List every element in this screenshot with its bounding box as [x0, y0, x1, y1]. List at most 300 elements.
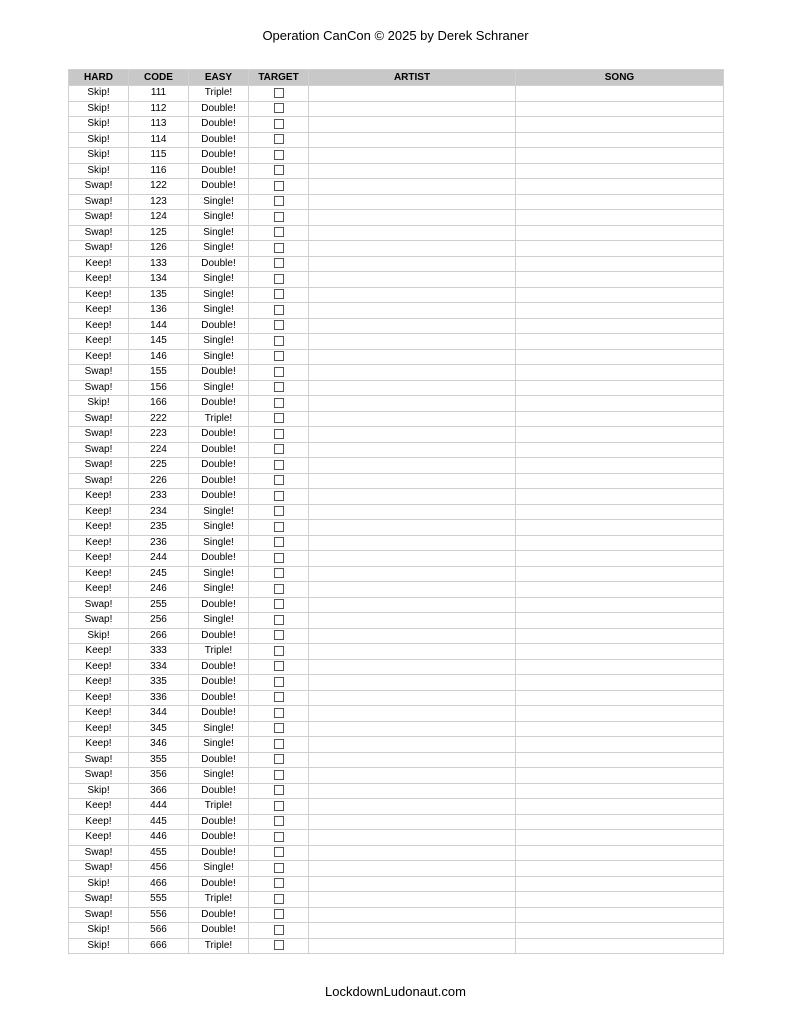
cell-hard: Keep! — [69, 272, 129, 288]
cell-artist[interactable] — [309, 861, 516, 877]
target-checkbox[interactable] — [274, 351, 284, 361]
cell-code: 555 — [129, 892, 189, 908]
target-checkbox[interactable] — [274, 444, 284, 454]
target-checkbox[interactable] — [274, 429, 284, 439]
cell-target — [249, 814, 309, 830]
cell-artist[interactable] — [309, 303, 516, 319]
cell-hard: Skip! — [69, 938, 129, 954]
cell-song[interactable] — [516, 241, 724, 257]
target-checkbox[interactable] — [274, 103, 284, 113]
cell-hard: Skip! — [69, 86, 129, 102]
cell-hard: Skip! — [69, 783, 129, 799]
cell-code: 233 — [129, 489, 189, 505]
cell-song[interactable] — [516, 845, 724, 861]
cell-code: 666 — [129, 938, 189, 954]
cell-artist[interactable] — [309, 489, 516, 505]
cell-song[interactable] — [516, 396, 724, 412]
cell-code: 144 — [129, 318, 189, 334]
cell-hard: Skip! — [69, 101, 129, 117]
cell-artist[interactable] — [309, 504, 516, 520]
table-row — [69, 628, 724, 644]
target-checkbox[interactable] — [274, 506, 284, 516]
target-checkbox[interactable] — [274, 398, 284, 408]
cell-easy: Double! — [189, 101, 249, 117]
cell-artist[interactable] — [309, 628, 516, 644]
cell-artist[interactable] — [309, 690, 516, 706]
cell-easy: Double! — [189, 706, 249, 722]
target-checkbox[interactable] — [274, 878, 284, 888]
cell-hard: Swap! — [69, 241, 129, 257]
target-checkbox[interactable] — [274, 196, 284, 206]
cell-target — [249, 613, 309, 629]
target-checkbox[interactable] — [274, 475, 284, 485]
cell-code: 345 — [129, 721, 189, 737]
table-row — [69, 179, 724, 195]
cell-artist[interactable] — [309, 520, 516, 536]
cell-song[interactable] — [516, 458, 724, 474]
table-row — [69, 334, 724, 350]
cell-hard: Skip! — [69, 163, 129, 179]
table-row — [69, 411, 724, 427]
cell-song[interactable] — [516, 272, 724, 288]
cell-song[interactable] — [516, 210, 724, 226]
cell-artist[interactable] — [309, 551, 516, 567]
cell-artist[interactable] — [309, 659, 516, 675]
cell-song[interactable] — [516, 504, 724, 520]
cell-artist[interactable] — [309, 752, 516, 768]
cell-hard: Skip! — [69, 396, 129, 412]
cell-artist[interactable] — [309, 644, 516, 660]
cell-song[interactable] — [516, 706, 724, 722]
cell-song[interactable] — [516, 659, 724, 675]
cell-artist[interactable] — [309, 86, 516, 102]
cell-target — [249, 210, 309, 226]
cell-song[interactable] — [516, 644, 724, 660]
cell-target — [249, 752, 309, 768]
cell-easy: Single! — [189, 768, 249, 784]
target-checkbox[interactable] — [274, 630, 284, 640]
cell-target — [249, 117, 309, 133]
cell-song[interactable] — [516, 489, 724, 505]
cell-song[interactable] — [516, 427, 724, 443]
cell-artist[interactable] — [309, 923, 516, 939]
cell-song[interactable] — [516, 923, 724, 939]
cell-song[interactable] — [516, 303, 724, 319]
table-row — [69, 117, 724, 133]
cell-artist[interactable] — [309, 318, 516, 334]
cell-song[interactable] — [516, 628, 724, 644]
cell-hard: Keep! — [69, 799, 129, 815]
target-checkbox[interactable] — [274, 692, 284, 702]
cell-easy: Single! — [189, 194, 249, 210]
cell-artist[interactable] — [309, 256, 516, 272]
cell-artist[interactable] — [309, 458, 516, 474]
target-checkbox[interactable] — [274, 646, 284, 656]
table-row — [69, 721, 724, 737]
cell-easy: Triple! — [189, 86, 249, 102]
cell-song[interactable] — [516, 737, 724, 753]
cell-artist[interactable] — [309, 675, 516, 691]
cell-artist[interactable] — [309, 380, 516, 396]
cell-song[interactable] — [516, 442, 724, 458]
target-checkbox[interactable] — [274, 615, 284, 625]
cell-hard: Swap! — [69, 458, 129, 474]
table-row — [69, 272, 724, 288]
cell-song[interactable] — [516, 318, 724, 334]
cell-artist[interactable] — [309, 396, 516, 412]
cell-easy: Double! — [189, 830, 249, 846]
target-checkbox[interactable] — [274, 847, 284, 857]
target-checkbox[interactable] — [274, 708, 284, 718]
cell-song[interactable] — [516, 101, 724, 117]
cell-easy: Double! — [189, 814, 249, 830]
cell-code: 222 — [129, 411, 189, 427]
cell-easy: Double! — [189, 783, 249, 799]
cell-code: 224 — [129, 442, 189, 458]
target-checkbox[interactable] — [274, 599, 284, 609]
cell-artist[interactable] — [309, 768, 516, 784]
target-checkbox[interactable] — [274, 274, 284, 284]
cell-code: 166 — [129, 396, 189, 412]
table-row — [69, 303, 724, 319]
cell-song[interactable] — [516, 551, 724, 567]
cell-code: 122 — [129, 179, 189, 195]
column-header-song: SONG — [516, 70, 724, 86]
target-checkbox[interactable] — [274, 336, 284, 346]
cell-song[interactable] — [516, 938, 724, 954]
target-checkbox[interactable] — [274, 568, 284, 578]
cell-code: 136 — [129, 303, 189, 319]
cell-code: 346 — [129, 737, 189, 753]
cell-easy: Triple! — [189, 892, 249, 908]
cell-code: 335 — [129, 675, 189, 691]
cell-target — [249, 628, 309, 644]
cell-hard: Swap! — [69, 907, 129, 923]
target-checkbox[interactable] — [274, 212, 284, 222]
cell-hard: Swap! — [69, 473, 129, 489]
cell-artist[interactable] — [309, 907, 516, 923]
cell-artist[interactable] — [309, 783, 516, 799]
cell-song[interactable] — [516, 675, 724, 691]
cell-target — [249, 907, 309, 923]
table-row — [69, 473, 724, 489]
cell-artist[interactable] — [309, 349, 516, 365]
cell-easy: Double! — [189, 132, 249, 148]
cell-artist[interactable] — [309, 737, 516, 753]
target-checkbox[interactable] — [274, 227, 284, 237]
cell-code: 244 — [129, 551, 189, 567]
cell-song[interactable] — [516, 86, 724, 102]
cell-song[interactable] — [516, 117, 724, 133]
target-checkbox[interactable] — [274, 677, 284, 687]
cell-artist[interactable] — [309, 194, 516, 210]
cell-song[interactable] — [516, 876, 724, 892]
cell-target — [249, 225, 309, 241]
cell-target — [249, 520, 309, 536]
cell-code: 333 — [129, 644, 189, 660]
column-header-artist: ARTIST — [309, 70, 516, 86]
target-checkbox[interactable] — [274, 305, 284, 315]
table-row — [69, 148, 724, 164]
cell-artist[interactable] — [309, 210, 516, 226]
cell-easy: Double! — [189, 442, 249, 458]
cell-code: 366 — [129, 783, 189, 799]
cell-code: 355 — [129, 752, 189, 768]
target-checkbox[interactable] — [274, 739, 284, 749]
cell-song[interactable] — [516, 907, 724, 923]
table-row — [69, 907, 724, 923]
cell-song[interactable] — [516, 597, 724, 613]
cell-artist[interactable] — [309, 272, 516, 288]
table-row — [69, 659, 724, 675]
cell-song[interactable] — [516, 783, 724, 799]
cell-artist[interactable] — [309, 938, 516, 954]
cell-easy: Triple! — [189, 938, 249, 954]
target-checkbox[interactable] — [274, 537, 284, 547]
cell-target — [249, 473, 309, 489]
cell-hard: Swap! — [69, 768, 129, 784]
cell-song[interactable] — [516, 334, 724, 350]
target-checkbox[interactable] — [274, 940, 284, 950]
table-row — [69, 737, 724, 753]
target-checkbox[interactable] — [274, 770, 284, 780]
cell-artist[interactable] — [309, 148, 516, 164]
target-checkbox[interactable] — [274, 491, 284, 501]
cell-song[interactable] — [516, 380, 724, 396]
cell-target — [249, 458, 309, 474]
table-row — [69, 365, 724, 381]
cell-code: 466 — [129, 876, 189, 892]
cell-song[interactable] — [516, 411, 724, 427]
target-checkbox[interactable] — [274, 320, 284, 330]
cell-hard: Keep! — [69, 706, 129, 722]
cell-artist[interactable] — [309, 225, 516, 241]
cell-target — [249, 551, 309, 567]
cell-song[interactable] — [516, 892, 724, 908]
target-checkbox[interactable] — [274, 413, 284, 423]
cell-artist[interactable] — [309, 287, 516, 303]
cell-artist[interactable] — [309, 163, 516, 179]
cell-easy: Double! — [189, 148, 249, 164]
target-checkbox[interactable] — [274, 460, 284, 470]
cell-song[interactable] — [516, 830, 724, 846]
cell-easy: Single! — [189, 272, 249, 288]
cell-target — [249, 349, 309, 365]
cell-song[interactable] — [516, 194, 724, 210]
table-row — [69, 427, 724, 443]
target-checkbox[interactable] — [274, 522, 284, 532]
cell-artist[interactable] — [309, 876, 516, 892]
target-checkbox[interactable] — [274, 382, 284, 392]
cell-artist[interactable] — [309, 117, 516, 133]
cell-artist[interactable] — [309, 582, 516, 598]
cell-code: 344 — [129, 706, 189, 722]
cell-easy: Double! — [189, 396, 249, 412]
table-row — [69, 551, 724, 567]
cell-song[interactable] — [516, 287, 724, 303]
cell-code: 111 — [129, 86, 189, 102]
cell-hard: Swap! — [69, 892, 129, 908]
cell-artist[interactable] — [309, 566, 516, 582]
target-checkbox[interactable] — [274, 165, 284, 175]
cell-song[interactable] — [516, 752, 724, 768]
cell-code: 266 — [129, 628, 189, 644]
target-checkbox[interactable] — [274, 119, 284, 129]
target-checkbox[interactable] — [274, 661, 284, 671]
cell-hard: Skip! — [69, 923, 129, 939]
cell-easy: Double! — [189, 489, 249, 505]
cell-artist[interactable] — [309, 830, 516, 846]
cell-song[interactable] — [516, 163, 724, 179]
table-row — [69, 163, 724, 179]
target-checkbox[interactable] — [274, 258, 284, 268]
cell-code: 146 — [129, 349, 189, 365]
cell-song[interactable] — [516, 768, 724, 784]
cell-artist[interactable] — [309, 892, 516, 908]
cell-song[interactable] — [516, 690, 724, 706]
cell-song[interactable] — [516, 814, 724, 830]
cell-code: 356 — [129, 768, 189, 784]
table-row — [69, 845, 724, 861]
target-checkbox[interactable] — [274, 150, 284, 160]
table-row — [69, 675, 724, 691]
cell-easy: Single! — [189, 210, 249, 226]
cell-artist[interactable] — [309, 241, 516, 257]
target-checkbox[interactable] — [274, 832, 284, 842]
target-checkbox[interactable] — [274, 134, 284, 144]
cell-artist[interactable] — [309, 365, 516, 381]
target-checkbox[interactable] — [274, 723, 284, 733]
cell-code: 225 — [129, 458, 189, 474]
target-checkbox[interactable] — [274, 894, 284, 904]
table-row — [69, 768, 724, 784]
cell-artist[interactable] — [309, 721, 516, 737]
cell-artist[interactable] — [309, 597, 516, 613]
cell-song[interactable] — [516, 132, 724, 148]
cell-hard: Keep! — [69, 814, 129, 830]
cell-easy: Double! — [189, 876, 249, 892]
cell-target — [249, 179, 309, 195]
cell-code: 114 — [129, 132, 189, 148]
cell-hard: Swap! — [69, 752, 129, 768]
cell-hard: Keep! — [69, 318, 129, 334]
cell-artist[interactable] — [309, 613, 516, 629]
cell-song[interactable] — [516, 349, 724, 365]
cell-artist[interactable] — [309, 132, 516, 148]
cell-hard: Keep! — [69, 644, 129, 660]
table-header-row — [69, 70, 724, 86]
cell-target — [249, 721, 309, 737]
cell-easy: Double! — [189, 659, 249, 675]
target-checkbox[interactable] — [274, 863, 284, 873]
cell-artist[interactable] — [309, 101, 516, 117]
cell-song[interactable] — [516, 799, 724, 815]
target-checkbox[interactable] — [274, 367, 284, 377]
cell-hard: Swap! — [69, 861, 129, 877]
cell-song[interactable] — [516, 582, 724, 598]
target-checkbox[interactable] — [274, 584, 284, 594]
cell-hard: Swap! — [69, 597, 129, 613]
cell-artist[interactable] — [309, 179, 516, 195]
cell-song[interactable] — [516, 535, 724, 551]
cell-easy: Single! — [189, 504, 249, 520]
cell-artist[interactable] — [309, 845, 516, 861]
cell-code: 445 — [129, 814, 189, 830]
cell-hard: Keep! — [69, 520, 129, 536]
cell-easy: Double! — [189, 458, 249, 474]
cell-song[interactable] — [516, 520, 724, 536]
target-checkbox[interactable] — [274, 243, 284, 253]
cell-easy: Double! — [189, 117, 249, 133]
cell-artist[interactable] — [309, 799, 516, 815]
cell-song[interactable] — [516, 861, 724, 877]
cell-target — [249, 566, 309, 582]
target-checkbox[interactable] — [274, 909, 284, 919]
cell-hard: Swap! — [69, 210, 129, 226]
table-row — [69, 783, 724, 799]
cell-song[interactable] — [516, 148, 724, 164]
target-checkbox[interactable] — [274, 925, 284, 935]
cell-artist[interactable] — [309, 814, 516, 830]
target-checkbox[interactable] — [274, 553, 284, 563]
cell-target — [249, 287, 309, 303]
cell-target — [249, 504, 309, 520]
table-row — [69, 210, 724, 226]
cell-song[interactable] — [516, 365, 724, 381]
cell-target — [249, 148, 309, 164]
cell-artist[interactable] — [309, 535, 516, 551]
table-row — [69, 458, 724, 474]
table-row — [69, 597, 724, 613]
cell-artist[interactable] — [309, 706, 516, 722]
cell-artist[interactable] — [309, 411, 516, 427]
cell-song[interactable] — [516, 721, 724, 737]
cell-code: 336 — [129, 690, 189, 706]
cell-artist[interactable] — [309, 442, 516, 458]
cell-artist[interactable] — [309, 427, 516, 443]
column-header-hard: HARD — [69, 70, 129, 86]
table-row — [69, 287, 724, 303]
cell-code: 246 — [129, 582, 189, 598]
cell-hard: Swap! — [69, 225, 129, 241]
column-header-code: CODE — [129, 70, 189, 86]
cell-target — [249, 768, 309, 784]
cell-song[interactable] — [516, 566, 724, 582]
cell-artist[interactable] — [309, 473, 516, 489]
target-checkbox[interactable] — [274, 801, 284, 811]
table-row — [69, 318, 724, 334]
page-title: Operation CanCon © 2025 by Derek Schraner — [262, 28, 529, 43]
target-checkbox[interactable] — [274, 816, 284, 826]
target-checkbox[interactable] — [274, 785, 284, 795]
cell-song[interactable] — [516, 179, 724, 195]
cell-hard: Keep! — [69, 690, 129, 706]
target-checkbox[interactable] — [274, 181, 284, 191]
cell-easy: Single! — [189, 287, 249, 303]
cell-song[interactable] — [516, 473, 724, 489]
cell-target — [249, 861, 309, 877]
target-checkbox[interactable] — [274, 754, 284, 764]
cell-target — [249, 427, 309, 443]
cell-song[interactable] — [516, 613, 724, 629]
cell-code: 123 — [129, 194, 189, 210]
cell-artist[interactable] — [309, 334, 516, 350]
cell-song[interactable] — [516, 225, 724, 241]
cell-easy: Double! — [189, 163, 249, 179]
target-checkbox[interactable] — [274, 289, 284, 299]
cell-song[interactable] — [516, 256, 724, 272]
target-checkbox[interactable] — [274, 88, 284, 98]
